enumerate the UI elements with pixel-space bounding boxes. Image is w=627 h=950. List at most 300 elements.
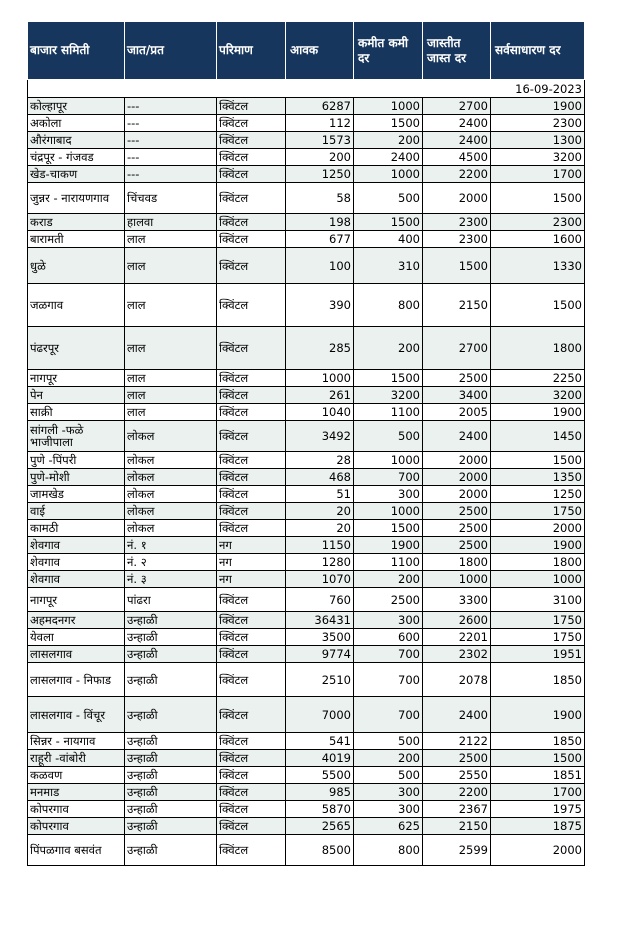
cell-market: नागपूर bbox=[28, 370, 125, 387]
table-row bbox=[28, 818, 585, 835]
cell-arrival: 36431 bbox=[286, 612, 354, 629]
cell-variety: लाल bbox=[125, 404, 217, 421]
cell-arrival: 1250 bbox=[286, 166, 354, 183]
cell-arrival: 5500 bbox=[286, 767, 354, 784]
table-row bbox=[28, 231, 585, 248]
cell-market: शेवगाव bbox=[28, 554, 125, 571]
cell-arrival: 2565 bbox=[286, 818, 354, 835]
cell-unit: क्विंटल bbox=[217, 767, 286, 784]
cell-modal-rate: 1750 bbox=[491, 612, 585, 629]
cell-market: शेवगाव bbox=[28, 537, 125, 554]
cell-min-rate: 500 bbox=[354, 733, 423, 750]
cell-unit: क्विंटल bbox=[217, 818, 286, 835]
cell-unit: क्विंटल bbox=[217, 452, 286, 469]
cell-market: राहूरी -वांबोरी bbox=[28, 750, 125, 767]
table-row bbox=[28, 663, 585, 697]
cell-arrival: 1150 bbox=[286, 537, 354, 554]
cell-modal-rate: 1500 bbox=[491, 750, 585, 767]
cell-min-rate: 700 bbox=[354, 663, 423, 697]
cell-max-rate: 2500 bbox=[423, 750, 491, 767]
cell-arrival: 1000 bbox=[286, 370, 354, 387]
cell-variety: उन्हाळी bbox=[125, 801, 217, 818]
cell-min-rate: 1500 bbox=[354, 214, 423, 231]
cell-min-rate: 2500 bbox=[354, 588, 423, 612]
cell-market: कराड bbox=[28, 214, 125, 231]
cell-unit: क्विंटल bbox=[217, 750, 286, 767]
table-row bbox=[28, 750, 585, 767]
cell-unit: क्विंटल bbox=[217, 115, 286, 132]
cell-max-rate: 4500 bbox=[423, 149, 491, 166]
market-rates-sheet bbox=[27, 21, 584, 866]
cell-modal-rate: 1875 bbox=[491, 818, 585, 835]
cell-arrival: 2510 bbox=[286, 663, 354, 697]
cell-modal-rate: 2300 bbox=[491, 115, 585, 132]
cell-market: लासलगाव - निफाड bbox=[28, 663, 125, 697]
cell-modal-rate: 1900 bbox=[491, 537, 585, 554]
cell-max-rate: 1800 bbox=[423, 554, 491, 571]
cell-variety: उन्हाळी bbox=[125, 697, 217, 733]
table-row bbox=[28, 370, 585, 387]
cell-max-rate: 2302 bbox=[423, 646, 491, 663]
cell-market: खेड-चाकण bbox=[28, 166, 125, 183]
cell-variety: उन्हाळी bbox=[125, 663, 217, 697]
cell-modal-rate: 2250 bbox=[491, 370, 585, 387]
cell-arrival: 20 bbox=[286, 520, 354, 537]
cell-max-rate: 2400 bbox=[423, 697, 491, 733]
cell-modal-rate: 1300 bbox=[491, 132, 585, 149]
table-row bbox=[28, 132, 585, 149]
cell-modal-rate: 3200 bbox=[491, 149, 585, 166]
cell-variety: नं. १ bbox=[125, 537, 217, 554]
cell-arrival: 1280 bbox=[286, 554, 354, 571]
table-row bbox=[28, 588, 585, 612]
cell-arrival: 1573 bbox=[286, 132, 354, 149]
cell-modal-rate: 1350 bbox=[491, 469, 585, 486]
cell-max-rate: 2300 bbox=[423, 214, 491, 231]
cell-min-rate: 700 bbox=[354, 646, 423, 663]
cell-arrival: 760 bbox=[286, 588, 354, 612]
cell-market: कोल्हापूर bbox=[28, 98, 125, 115]
cell-max-rate: 2500 bbox=[423, 520, 491, 537]
cell-min-rate: 1100 bbox=[354, 554, 423, 571]
table-row bbox=[28, 452, 585, 469]
cell-unit: क्विंटल bbox=[217, 629, 286, 646]
cell-variety: चिंचवड bbox=[125, 183, 217, 214]
cell-variety: लोकल bbox=[125, 452, 217, 469]
cell-unit: क्विंटल bbox=[217, 214, 286, 231]
cell-modal-rate: 1000 bbox=[491, 571, 585, 588]
cell-market: जामखेड bbox=[28, 486, 125, 503]
header-max-rate: जास्तीत जास्त दर bbox=[423, 22, 491, 80]
cell-arrival: 9774 bbox=[286, 646, 354, 663]
table-body bbox=[28, 80, 585, 866]
cell-unit: क्विंटल bbox=[217, 520, 286, 537]
cell-modal-rate: 1850 bbox=[491, 663, 585, 697]
cell-unit: क्विंटल bbox=[217, 183, 286, 214]
cell-min-rate: 625 bbox=[354, 818, 423, 835]
cell-unit: क्विंटल bbox=[217, 231, 286, 248]
cell-unit: नग bbox=[217, 571, 286, 588]
cell-modal-rate: 1851 bbox=[491, 767, 585, 784]
cell-min-rate: 600 bbox=[354, 629, 423, 646]
cell-max-rate: 1000 bbox=[423, 571, 491, 588]
table-row bbox=[28, 612, 585, 629]
cell-arrival: 112 bbox=[286, 115, 354, 132]
cell-modal-rate: 1500 bbox=[491, 452, 585, 469]
header-unit: परिमाण bbox=[217, 22, 286, 80]
cell-market: बारामती bbox=[28, 231, 125, 248]
date-row bbox=[28, 80, 585, 98]
cell-max-rate: 2200 bbox=[423, 784, 491, 801]
table-row bbox=[28, 486, 585, 503]
table-row bbox=[28, 284, 585, 327]
table-row bbox=[28, 733, 585, 750]
cell-arrival: 5870 bbox=[286, 801, 354, 818]
cell-max-rate: 3400 bbox=[423, 387, 491, 404]
cell-max-rate: 3300 bbox=[423, 588, 491, 612]
cell-min-rate: 1000 bbox=[354, 166, 423, 183]
cell-modal-rate: 1450 bbox=[491, 421, 585, 452]
cell-unit: क्विंटल bbox=[217, 697, 286, 733]
cell-modal-rate: 3200 bbox=[491, 387, 585, 404]
table-row bbox=[28, 554, 585, 571]
table-row bbox=[28, 801, 585, 818]
cell-variety: लाल bbox=[125, 370, 217, 387]
cell-max-rate: 2599 bbox=[423, 835, 491, 866]
cell-max-rate: 2000 bbox=[423, 183, 491, 214]
cell-max-rate: 2000 bbox=[423, 469, 491, 486]
table-row bbox=[28, 469, 585, 486]
cell-min-rate: 2400 bbox=[354, 149, 423, 166]
cell-arrival: 4019 bbox=[286, 750, 354, 767]
cell-min-rate: 3200 bbox=[354, 387, 423, 404]
cell-arrival: 198 bbox=[286, 214, 354, 231]
cell-arrival: 6287 bbox=[286, 98, 354, 115]
cell-min-rate: 500 bbox=[354, 767, 423, 784]
cell-variety: उन्हाळी bbox=[125, 612, 217, 629]
cell-arrival: 261 bbox=[286, 387, 354, 404]
cell-modal-rate: 1500 bbox=[491, 183, 585, 214]
cell-variety: उन्हाळी bbox=[125, 733, 217, 750]
market-rates-table bbox=[27, 21, 585, 866]
cell-arrival: 541 bbox=[286, 733, 354, 750]
cell-modal-rate: 1800 bbox=[491, 327, 585, 370]
table-row bbox=[28, 166, 585, 183]
cell-market: शेवगाव bbox=[28, 571, 125, 588]
cell-min-rate: 1500 bbox=[354, 370, 423, 387]
cell-market: अकोला bbox=[28, 115, 125, 132]
cell-variety: लाल bbox=[125, 248, 217, 284]
cell-unit: क्विंटल bbox=[217, 486, 286, 503]
table-row bbox=[28, 629, 585, 646]
cell-market: वाई bbox=[28, 503, 125, 520]
cell-unit: नग bbox=[217, 554, 286, 571]
cell-min-rate: 300 bbox=[354, 784, 423, 801]
cell-market: कळवण bbox=[28, 767, 125, 784]
cell-variety: उन्हाळी bbox=[125, 646, 217, 663]
cell-variety: उन्हाळी bbox=[125, 750, 217, 767]
cell-min-rate: 200 bbox=[354, 571, 423, 588]
cell-max-rate: 2700 bbox=[423, 98, 491, 115]
cell-variety: लोकल bbox=[125, 469, 217, 486]
cell-min-rate: 1000 bbox=[354, 452, 423, 469]
cell-arrival: 8500 bbox=[286, 835, 354, 866]
table-row bbox=[28, 835, 585, 866]
cell-max-rate: 1500 bbox=[423, 248, 491, 284]
cell-min-rate: 1500 bbox=[354, 520, 423, 537]
header-market-committee: बाजार समिती bbox=[28, 22, 125, 80]
cell-min-rate: 200 bbox=[354, 327, 423, 370]
cell-max-rate: 2005 bbox=[423, 404, 491, 421]
table-row bbox=[28, 115, 585, 132]
cell-variety: उन्हाळी bbox=[125, 784, 217, 801]
header-modal-rate: सर्वसाधारण दर bbox=[491, 22, 585, 80]
cell-variety: उन्हाळी bbox=[125, 767, 217, 784]
table-row bbox=[28, 767, 585, 784]
cell-modal-rate: 1800 bbox=[491, 554, 585, 571]
cell-variety: हालवा bbox=[125, 214, 217, 231]
cell-min-rate: 1100 bbox=[354, 404, 423, 421]
cell-max-rate: 2000 bbox=[423, 452, 491, 469]
cell-variety: उन्हाळी bbox=[125, 629, 217, 646]
cell-variety: --- bbox=[125, 166, 217, 183]
cell-unit: क्विंटल bbox=[217, 588, 286, 612]
cell-unit: क्विंटल bbox=[217, 503, 286, 520]
cell-variety: --- bbox=[125, 132, 217, 149]
cell-min-rate: 700 bbox=[354, 697, 423, 733]
cell-unit: क्विंटल bbox=[217, 166, 286, 183]
cell-modal-rate: 1500 bbox=[491, 284, 585, 327]
cell-variety: नं. २ bbox=[125, 554, 217, 571]
cell-variety: --- bbox=[125, 98, 217, 115]
cell-variety: नं. ३ bbox=[125, 571, 217, 588]
cell-min-rate: 1000 bbox=[354, 503, 423, 520]
cell-variety: उन्हाळी bbox=[125, 818, 217, 835]
cell-modal-rate: 1951 bbox=[491, 646, 585, 663]
table-row bbox=[28, 571, 585, 588]
cell-variety: लोकल bbox=[125, 421, 217, 452]
cell-modal-rate: 2000 bbox=[491, 520, 585, 537]
cell-variety: --- bbox=[125, 149, 217, 166]
cell-unit: क्विंटल bbox=[217, 663, 286, 697]
cell-arrival: 7000 bbox=[286, 697, 354, 733]
cell-variety: --- bbox=[125, 115, 217, 132]
cell-variety: लाल bbox=[125, 327, 217, 370]
cell-market: कामठी bbox=[28, 520, 125, 537]
cell-min-rate: 1000 bbox=[354, 98, 423, 115]
cell-modal-rate: 1975 bbox=[491, 801, 585, 818]
header-arrival: आवक bbox=[286, 22, 354, 80]
cell-arrival: 468 bbox=[286, 469, 354, 486]
cell-variety: लोकल bbox=[125, 486, 217, 503]
cell-modal-rate: 1700 bbox=[491, 784, 585, 801]
header-min-rate: कमीत कमी दर bbox=[354, 22, 423, 80]
cell-max-rate: 2600 bbox=[423, 612, 491, 629]
cell-market: नागपूर bbox=[28, 588, 125, 612]
cell-max-rate: 2078 bbox=[423, 663, 491, 697]
cell-min-rate: 400 bbox=[354, 231, 423, 248]
cell-min-rate: 200 bbox=[354, 132, 423, 149]
cell-max-rate: 2150 bbox=[423, 818, 491, 835]
cell-unit: क्विंटल bbox=[217, 404, 286, 421]
cell-variety: पांढरा bbox=[125, 588, 217, 612]
cell-max-rate: 2500 bbox=[423, 537, 491, 554]
cell-unit: क्विंटल bbox=[217, 327, 286, 370]
cell-modal-rate: 1900 bbox=[491, 98, 585, 115]
table-row bbox=[28, 387, 585, 404]
cell-arrival: 20 bbox=[286, 503, 354, 520]
cell-min-rate: 800 bbox=[354, 835, 423, 866]
cell-max-rate: 2122 bbox=[423, 733, 491, 750]
cell-unit: क्विंटल bbox=[217, 612, 286, 629]
cell-market: पेन bbox=[28, 387, 125, 404]
cell-market: जळगाव bbox=[28, 284, 125, 327]
cell-unit: क्विंटल bbox=[217, 248, 286, 284]
cell-unit: क्विंटल bbox=[217, 284, 286, 327]
cell-arrival: 390 bbox=[286, 284, 354, 327]
cell-arrival: 285 bbox=[286, 327, 354, 370]
cell-min-rate: 200 bbox=[354, 750, 423, 767]
table-row bbox=[28, 248, 585, 284]
cell-min-rate: 1900 bbox=[354, 537, 423, 554]
table-row bbox=[28, 214, 585, 231]
cell-unit: क्विंटल bbox=[217, 370, 286, 387]
table-row bbox=[28, 784, 585, 801]
cell-min-rate: 300 bbox=[354, 486, 423, 503]
cell-market: लासलगाव - विंचूर bbox=[28, 697, 125, 733]
cell-modal-rate: 1750 bbox=[491, 503, 585, 520]
cell-min-rate: 310 bbox=[354, 248, 423, 284]
cell-market: औरंगाबाद bbox=[28, 132, 125, 149]
cell-modal-rate: 1850 bbox=[491, 733, 585, 750]
cell-market: लासलगाव bbox=[28, 646, 125, 663]
report-date: 16-09-2023 bbox=[28, 80, 585, 98]
cell-market: साक्री bbox=[28, 404, 125, 421]
cell-max-rate: 2400 bbox=[423, 115, 491, 132]
cell-max-rate: 2201 bbox=[423, 629, 491, 646]
table-row bbox=[28, 537, 585, 554]
cell-unit: क्विंटल bbox=[217, 646, 286, 663]
cell-arrival: 985 bbox=[286, 784, 354, 801]
cell-modal-rate: 1700 bbox=[491, 166, 585, 183]
table-row bbox=[28, 421, 585, 452]
cell-max-rate: 2550 bbox=[423, 767, 491, 784]
cell-modal-rate: 2000 bbox=[491, 835, 585, 866]
cell-market: पुणे-मोशी bbox=[28, 469, 125, 486]
cell-arrival: 1070 bbox=[286, 571, 354, 588]
cell-variety: लाल bbox=[125, 387, 217, 404]
cell-modal-rate: 1750 bbox=[491, 629, 585, 646]
table-row bbox=[28, 149, 585, 166]
cell-variety: लाल bbox=[125, 231, 217, 248]
cell-arrival: 58 bbox=[286, 183, 354, 214]
table-row bbox=[28, 646, 585, 663]
cell-modal-rate: 1250 bbox=[491, 486, 585, 503]
cell-min-rate: 1500 bbox=[354, 115, 423, 132]
cell-modal-rate: 1600 bbox=[491, 231, 585, 248]
cell-modal-rate: 1330 bbox=[491, 248, 585, 284]
table-row bbox=[28, 183, 585, 214]
cell-modal-rate: 1900 bbox=[491, 697, 585, 733]
cell-unit: नग bbox=[217, 537, 286, 554]
cell-arrival: 100 bbox=[286, 248, 354, 284]
cell-arrival: 1040 bbox=[286, 404, 354, 421]
cell-market: जुन्नर - नारायणगाव bbox=[28, 183, 125, 214]
cell-market: सिन्नर - नायगाव bbox=[28, 733, 125, 750]
cell-market: मनमाड bbox=[28, 784, 125, 801]
cell-min-rate: 700 bbox=[354, 469, 423, 486]
cell-arrival: 200 bbox=[286, 149, 354, 166]
table-row bbox=[28, 98, 585, 115]
cell-arrival: 3500 bbox=[286, 629, 354, 646]
cell-max-rate: 2000 bbox=[423, 486, 491, 503]
cell-modal-rate: 2300 bbox=[491, 214, 585, 231]
cell-arrival: 3492 bbox=[286, 421, 354, 452]
cell-unit: क्विंटल bbox=[217, 132, 286, 149]
cell-min-rate: 300 bbox=[354, 801, 423, 818]
cell-arrival: 28 bbox=[286, 452, 354, 469]
cell-market: पंढरपूर bbox=[28, 327, 125, 370]
cell-unit: क्विंटल bbox=[217, 835, 286, 866]
header-variety: जात/प्रत bbox=[125, 22, 217, 80]
table-row bbox=[28, 404, 585, 421]
cell-arrival: 51 bbox=[286, 486, 354, 503]
table-row bbox=[28, 503, 585, 520]
cell-min-rate: 800 bbox=[354, 284, 423, 327]
cell-market: पिंपळगाव बसवंत bbox=[28, 835, 125, 866]
cell-modal-rate: 3100 bbox=[491, 588, 585, 612]
cell-variety: लोकल bbox=[125, 503, 217, 520]
cell-unit: क्विंटल bbox=[217, 98, 286, 115]
cell-max-rate: 2150 bbox=[423, 284, 491, 327]
cell-max-rate: 2500 bbox=[423, 503, 491, 520]
cell-variety: लोकल bbox=[125, 520, 217, 537]
cell-market: धुळे bbox=[28, 248, 125, 284]
cell-variety: लाल bbox=[125, 284, 217, 327]
cell-unit: क्विंटल bbox=[217, 149, 286, 166]
cell-unit: क्विंटल bbox=[217, 421, 286, 452]
cell-unit: क्विंटल bbox=[217, 801, 286, 818]
cell-market: सांगली -फळे भाजीपाला bbox=[28, 421, 125, 452]
cell-max-rate: 2500 bbox=[423, 370, 491, 387]
cell-unit: क्विंटल bbox=[217, 733, 286, 750]
cell-unit: क्विंटल bbox=[217, 387, 286, 404]
cell-max-rate: 2300 bbox=[423, 231, 491, 248]
cell-arrival: 677 bbox=[286, 231, 354, 248]
cell-max-rate: 2200 bbox=[423, 166, 491, 183]
cell-min-rate: 500 bbox=[354, 421, 423, 452]
cell-market: कोपरगाव bbox=[28, 801, 125, 818]
cell-market: कोपरगाव bbox=[28, 818, 125, 835]
table-row bbox=[28, 697, 585, 733]
cell-max-rate: 2367 bbox=[423, 801, 491, 818]
table-row bbox=[28, 327, 585, 370]
table-row bbox=[28, 520, 585, 537]
cell-min-rate: 300 bbox=[354, 612, 423, 629]
cell-market: येवला bbox=[28, 629, 125, 646]
header-row bbox=[28, 22, 585, 80]
cell-modal-rate: 1900 bbox=[491, 404, 585, 421]
cell-market: अहमदनगर bbox=[28, 612, 125, 629]
cell-market: चंद्रपूर - गंजवड bbox=[28, 149, 125, 166]
cell-unit: क्विंटल bbox=[217, 784, 286, 801]
cell-market: पुणे -पिंपरी bbox=[28, 452, 125, 469]
cell-max-rate: 2400 bbox=[423, 421, 491, 452]
cell-max-rate: 2400 bbox=[423, 132, 491, 149]
cell-unit: क्विंटल bbox=[217, 469, 286, 486]
cell-min-rate: 500 bbox=[354, 183, 423, 214]
cell-max-rate: 2700 bbox=[423, 327, 491, 370]
